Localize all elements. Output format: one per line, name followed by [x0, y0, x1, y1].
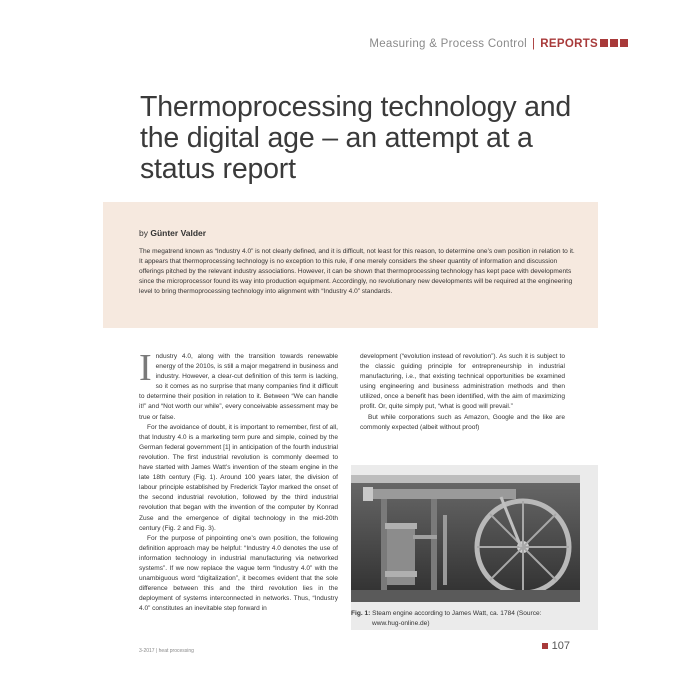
- header-category: Measuring & Process Control: [369, 38, 527, 50]
- body-column-2: [360, 352, 565, 433]
- abstract-text: The megatrend known as “Industry 4.0” is not clearly defined, and it is difficult, not least for this reason, to determine one’s own position in relation to it. It appears that thermoprocessing technology is no exception to this rule, if one merely considers the sheer quantity of information and discussion offerings pitched by the relevant industry associations. However, it can be shown that thermoprocessing technology has kept pace with developments since the microprocessor found its way into production equipment. Accordingly, no revolutionary new developments will be required at the engineering level to bring thermoprocessing technology into alignment with “Industry 4.0” standards.: [139, 248, 575, 296]
- paragraph: But while corporations such as Amazon, Google and the like are commonly expected (albeit without proof): [360, 413, 565, 431]
- drop-cap: I: [139, 347, 152, 389]
- header-section: REPORTS: [540, 38, 598, 50]
- paragraph: For the avoidance of doubt, it is important to remember, first of all, that Industry 4.0 is a marketing term pure and simple, coined by the German federal government [1] in anticipation of the fourth industrial revolution. The first industrial revolution is commonly deemed to have started with James Watt’s invention of the steam engine in the late 18th century (Fig. 1). Around 100 years later, the division of labour principle established by Frederick Taylor marked the onset of the second industrial revolution, followed by the third industrial revolution that began with the invention of the computer by Konrad Zuse and the emergence of digital technology in the mid-20th century (Fig. 2 and Fig. 3).: [139, 423, 338, 532]
- figure-caption: [351, 609, 576, 629]
- paragraph: For the purpose of pinpointing one’s own position, the following definition approach may be helpful: “Industry 4.0 denotes the use of information technology in industrial manufacturing via networked systems”. If we now replace the vague term “Industry 4.0” with the unambiguous word “digitalization”, it becomes evident that the sole difference between this and the third revolution lies in the deployment of systems interconnected in networks. Thus, “Industry 4.0” constitutes an inevitable step forward in: [139, 534, 338, 613]
- figure-label: Fig. 1:: [351, 610, 371, 617]
- header-separator: |: [532, 38, 536, 50]
- byline-author: Günter Valder: [150, 228, 207, 238]
- paragraph: development (“evolution instead of revolution”). As such it is subject to the classic guiding principle for entrepreneurship in industrial manufacturing, i.e., that existing technical opportunities be examined using engineering and business administration methods and then utilized, once a benefit has been identified, with the aim of maximizing profit. Or, quite simply put, “what is good will prevail.”: [360, 353, 565, 411]
- header-squares-icon: [600, 39, 628, 47]
- page-number-block: [542, 640, 570, 652]
- figure-source: www.hug-online.de): [372, 620, 430, 627]
- square-icon: [542, 643, 548, 649]
- footer-issue: 3-2017 | heat processing: [139, 648, 194, 654]
- page-number: 107: [551, 640, 570, 652]
- byline: [139, 228, 206, 238]
- byline-prefix: by: [139, 228, 151, 238]
- steam-engine-illustration: [351, 475, 580, 602]
- article-title: Thermoprocessing technology and the digital age – an attempt at a status report: [140, 91, 572, 185]
- paragraph: [139, 347, 338, 423]
- figure-caption-text: Steam engine according to James Watt, ca. 1784 (Source:: [370, 610, 542, 617]
- running-header: [369, 38, 598, 50]
- body-column-1: [139, 347, 338, 614]
- paragraph-text: ndustry 4.0, along with the transition towards renewable energy of the 2010s, is still a major megatrend in business and industry. However, a clear-cut definition of this term is lacking, so it comes as no surprise that many companies find it difficult to determine their position in relation to it. Between “We can handle it!” and “Not worth our while”, every conceivable assessment may be true or false.: [139, 353, 338, 421]
- steam-engine-photo: [351, 475, 580, 602]
